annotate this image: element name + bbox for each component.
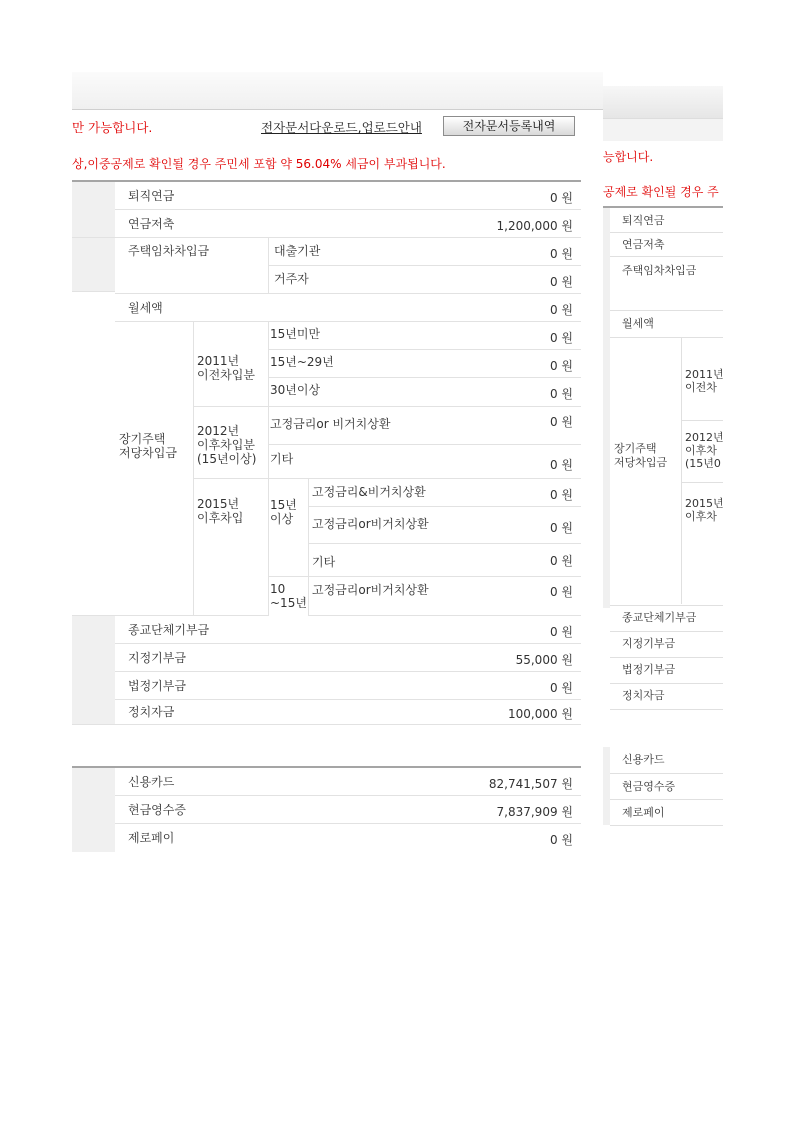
group-label: 2012년	[197, 424, 240, 438]
row-label: 현금영수증	[128, 803, 186, 817]
bg-label: 이전차	[685, 381, 717, 394]
bg-label: 제로페이	[622, 806, 665, 819]
bg-label: 신용카드	[622, 753, 665, 766]
row-value: 0 원	[549, 191, 573, 205]
row-value: 0 원	[549, 488, 573, 502]
table-row	[268, 445, 581, 479]
row-label: 15년~29년	[270, 355, 334, 369]
row-value: 0 원	[549, 521, 573, 535]
row-label: 15년미만	[270, 327, 321, 341]
bg-label: 주택임차차입금	[622, 264, 697, 277]
row-value: 0 원	[549, 247, 573, 261]
bg-label: 지정기부금	[622, 637, 676, 650]
group-label: 2011년	[197, 354, 240, 368]
bg-label: (15년0	[685, 457, 721, 470]
bg-label: 2012년	[685, 431, 724, 444]
group-label: 이후차입	[197, 511, 244, 525]
row-value: 0 원	[549, 458, 573, 472]
group-label: (15년이상)	[197, 452, 257, 466]
row-label: 법정기부금	[128, 679, 186, 693]
row-value: 0 원	[549, 585, 573, 599]
row-label: 월세액	[128, 301, 163, 315]
table-row	[308, 479, 581, 507]
table-row	[308, 507, 581, 544]
bg-label: 이후차	[685, 444, 717, 457]
row-label: 고정금리or비거치상환	[312, 583, 429, 597]
mortgage-label-cell	[115, 322, 193, 616]
row-label: 정치자금	[128, 705, 175, 719]
row-label: 거주자	[274, 272, 309, 286]
section-header-cell	[72, 238, 115, 616]
row-label: 기타	[312, 555, 336, 569]
row-value: 0 원	[549, 303, 573, 317]
card-usage-table	[72, 766, 581, 852]
section-header-cell	[72, 616, 115, 725]
table-row	[268, 266, 581, 294]
table-row	[268, 350, 581, 378]
section-header-cell	[72, 238, 115, 292]
row-value: 0 원	[549, 833, 573, 847]
row-label: 신용카드	[128, 775, 175, 789]
group-2015-cell	[193, 479, 268, 616]
table-row	[268, 378, 581, 407]
row-label: 고정금리or비거치상환	[312, 517, 429, 531]
row-value: 55,000 원	[515, 653, 573, 667]
bg-label: 연금저축	[622, 238, 665, 251]
bg-label: 2011년	[685, 368, 724, 381]
row-value: 0 원	[549, 554, 573, 568]
registry-list-button[interactable]: 전자문서등록내역	[443, 116, 575, 136]
header-bar	[72, 72, 603, 110]
bg-label: 퇴직연금	[622, 214, 665, 227]
group-label: 이전차입분	[197, 368, 255, 382]
table-row	[115, 672, 581, 700]
table-row	[268, 322, 581, 350]
row-value: 0 원	[549, 359, 573, 373]
bg-label: 정치자금	[622, 689, 665, 702]
row-label: 고정금리or 비거치상환	[270, 417, 391, 431]
table-row	[115, 210, 581, 238]
group-2012-cell	[193, 407, 268, 479]
row-label: 종교단체기부금	[128, 623, 210, 637]
sub-label: ~15년	[270, 596, 307, 610]
bg-label: 현금영수증	[622, 780, 676, 793]
sub-10-cell	[268, 577, 308, 616]
table-row	[115, 294, 581, 322]
table-row	[115, 644, 581, 672]
row-label: 연금저축	[128, 217, 175, 231]
row-value: 82,741,507 원	[488, 777, 573, 791]
section-header-cell	[72, 768, 115, 852]
sub-label: 10	[270, 582, 286, 596]
table-row	[268, 238, 581, 266]
row-label: 지정기부금	[128, 651, 186, 665]
bg-label: 종교단체기부금	[622, 611, 697, 624]
download-guide-link[interactable]: 전자문서다운로드,업로드안내	[261, 120, 422, 135]
housing-loan-cell	[115, 238, 268, 294]
row-value: 7,837,909 원	[496, 805, 573, 819]
row-value: 1,200,000 원	[496, 219, 573, 233]
bg-label: 법정기부금	[622, 663, 676, 676]
deductions-table	[72, 180, 581, 725]
housing-loan-label: 주택임차차입금	[128, 244, 210, 258]
bg-label: 장기주택	[614, 442, 657, 455]
bg-label: 저당차입금	[614, 456, 668, 469]
bg-notice: 능합니다.	[603, 150, 654, 164]
group-2011-cell	[193, 322, 268, 407]
bg-header-bar	[603, 86, 723, 118]
row-value: 0 원	[549, 415, 573, 429]
mortgage-label: 장기주택	[119, 432, 166, 446]
table-row	[115, 700, 581, 725]
table-row	[115, 796, 581, 824]
bg-label: 월세액	[622, 317, 654, 330]
bg-label: 이후차	[685, 510, 717, 523]
warning-text: 상,이중공제로 확인될 경우 주민세 포함 약 56.04% 세금이 부과됩니다.	[72, 157, 446, 171]
row-value: 0 원	[549, 387, 573, 401]
row-label: 고정금리&비거치상환	[312, 485, 426, 499]
row-value: 0 원	[549, 275, 573, 289]
table-row	[115, 616, 581, 644]
row-label: 퇴직연금	[128, 189, 175, 203]
notice-text: 만 가능합니다.	[72, 120, 153, 135]
bg-label: 2015년	[685, 497, 724, 510]
bg-left-column	[603, 747, 610, 825]
sub-label: 이상	[270, 512, 294, 526]
row-label: 대출기관	[274, 244, 321, 258]
row-value: 0 원	[549, 625, 573, 639]
section-header-cell	[72, 182, 115, 238]
row-label: 30년이상	[270, 383, 321, 397]
table-row	[268, 407, 581, 445]
group-label: 이후차입분	[197, 438, 255, 452]
sub-15-cell	[268, 479, 308, 577]
table-row	[115, 182, 581, 210]
row-label: 기타	[270, 452, 294, 466]
table-row	[308, 544, 581, 577]
row-value: 100,000 원	[507, 707, 573, 721]
bg-warning: 공제로 확인될 경우 주	[603, 185, 719, 199]
sub-label: 15년	[270, 498, 297, 512]
table-row	[115, 768, 581, 796]
row-value: 0 원	[549, 331, 573, 345]
row-value: 0 원	[549, 681, 573, 695]
table-row	[115, 824, 581, 852]
table-row	[308, 577, 581, 616]
row-label: 제로페이	[128, 831, 175, 845]
bg-toolbar-strip	[603, 119, 723, 141]
group-label: 2015년	[197, 497, 240, 511]
column-divider	[268, 238, 269, 294]
mortgage-label: 저당차입금	[119, 446, 177, 460]
bg-left-column	[603, 208, 610, 608]
